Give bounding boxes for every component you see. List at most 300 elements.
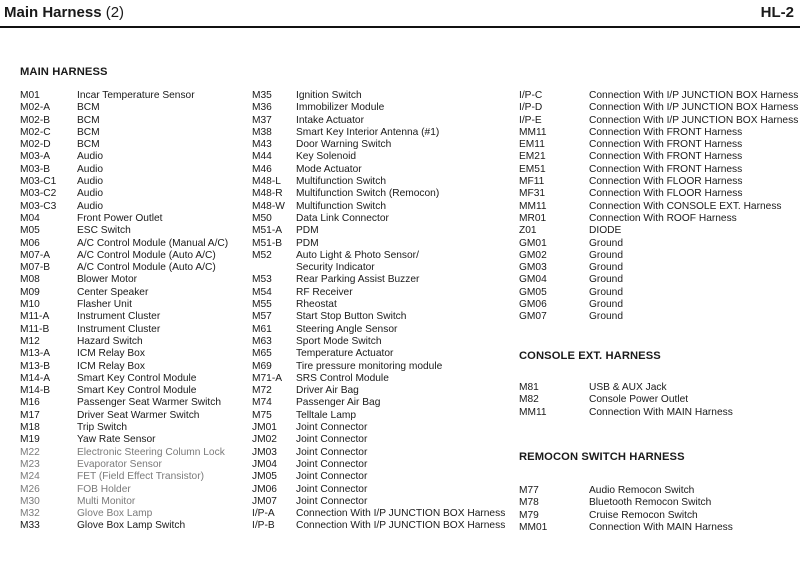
connector-description: Console Power Outlet: [589, 394, 689, 406]
connector-description: DIODE: [589, 225, 622, 237]
connector-description: SRS Control Module: [296, 372, 389, 384]
connector-description: Multifunction Switch: [296, 176, 387, 188]
connector-code: EM51: [519, 163, 546, 175]
connector-description: Ground: [589, 311, 623, 323]
connector-row: [252, 201, 516, 213]
connector-row: [20, 397, 250, 409]
connector-list-console: [519, 382, 800, 419]
connector-code: M36: [252, 102, 272, 114]
connector-row: [519, 407, 800, 419]
connector-row: [252, 422, 516, 434]
connector-description: Security Indicator: [296, 262, 375, 274]
connector-row: [252, 520, 516, 532]
connector-row: [519, 522, 800, 534]
connector-description: USB & AUX Jack: [589, 382, 667, 393]
connector-row: [519, 201, 800, 213]
connector-code: MF11: [519, 176, 545, 188]
connector-code: M03-B: [20, 163, 51, 175]
connector-code: M03-C3: [20, 200, 57, 212]
connector-description: Joint Connector: [296, 471, 368, 483]
connector-code: EM21: [519, 151, 546, 163]
connector-description: Start Stop Button Switch: [296, 311, 407, 323]
connector-description: Joint Connector: [296, 483, 368, 495]
connector-code: M46: [252, 163, 272, 175]
connector-description: Joint Connector: [296, 434, 368, 446]
connector-row: [519, 115, 800, 127]
connector-row: [252, 336, 516, 348]
connector-row: [20, 201, 250, 213]
connector-description: Blower Motor: [77, 274, 138, 286]
connector-description: Center Speaker: [77, 286, 149, 298]
connector-description: Connection With I/P JUNCTION BOX Harness: [296, 520, 506, 532]
connector-description: A/C Control Module (Auto A/C): [77, 249, 216, 261]
connector-row: [252, 238, 516, 250]
connector-description: Yaw Rate Sensor: [77, 434, 156, 446]
connector-code: M03-C1: [20, 176, 57, 188]
connector-code: I/P-B: [252, 520, 275, 532]
connector-code: M48-W: [252, 200, 285, 212]
connector-code: M79: [519, 509, 539, 521]
connector-description: Auto Light & Photo Sensor/: [296, 249, 419, 261]
connector-code: M02-D: [20, 139, 51, 151]
connector-description: Rear Parking Assist Buzzer: [296, 274, 420, 286]
connector-row: [20, 459, 250, 471]
connector-row: [20, 238, 250, 250]
connector-description: Trip Switch: [77, 422, 128, 434]
connector-row: [519, 485, 800, 497]
connector-description: Front Power Outlet: [77, 212, 163, 224]
connector-code: M81: [519, 382, 539, 393]
connector-code: M02-A: [20, 102, 51, 114]
connector-row: [519, 164, 800, 176]
connector-code: I/P-D: [519, 102, 543, 114]
connector-row: [20, 361, 250, 373]
connector-code: M10: [20, 299, 40, 311]
connector-code: I/P-A: [252, 508, 275, 520]
connector-row: [252, 225, 516, 237]
connector-description: Multi Monitor: [77, 495, 136, 507]
connector-code: M44: [252, 151, 272, 163]
connector-row: [519, 497, 800, 509]
page-title-suffix: (2): [105, 4, 125, 21]
connector-description: Ground: [589, 237, 623, 249]
connector-code: M30: [20, 495, 40, 507]
connector-row: [252, 213, 516, 225]
connector-row: [20, 311, 250, 323]
connector-description: Ground: [589, 249, 623, 261]
connector-description: Electronic Steering Column Lock: [77, 446, 225, 458]
section-title-remocon-switch-harness: REMOCON SWITCH HARNESS: [519, 451, 685, 463]
connector-code: M71-A: [252, 372, 283, 384]
connector-row: [252, 188, 516, 200]
connector-code: M08: [20, 274, 40, 286]
connector-description: RF Receiver: [296, 286, 353, 298]
connector-code: M57: [252, 311, 272, 323]
connector-row: [20, 287, 250, 299]
connector-code: M38: [252, 126, 272, 138]
page-title: [4, 4, 124, 21]
connector-description: Evaporator Sensor: [77, 458, 162, 470]
connector-row: [252, 176, 516, 188]
connector-description: BCM: [77, 114, 100, 126]
connector-description: Steering Angle Sensor: [296, 323, 398, 335]
page-title-text: Main Harness: [4, 4, 102, 21]
connector-code: M03-A: [20, 151, 51, 163]
connector-row: [519, 238, 800, 250]
connector-code: M01: [20, 90, 40, 101]
connector-row: [519, 225, 800, 237]
connector-code: M03-C2: [20, 188, 57, 200]
connector-code: EM11: [519, 139, 545, 151]
connector-row: [20, 176, 250, 188]
connector-code: M11-A: [20, 311, 50, 323]
connector-description: Data Link Connector: [296, 212, 389, 224]
connector-description: Cruise Remocon Switch: [589, 509, 698, 521]
connector-code: I/P-E: [519, 114, 542, 126]
connector-description: Audio Remocon Switch: [589, 485, 695, 496]
connector-row: [20, 188, 250, 200]
connector-code: I/P-C: [519, 90, 543, 101]
connector-row: [252, 287, 516, 299]
connector-list-col2: [252, 90, 516, 533]
connector-description: Glove Box Lamp Switch: [77, 520, 186, 532]
connector-row: [252, 484, 516, 496]
connector-code: M77: [519, 485, 539, 496]
connector-row: [519, 213, 800, 225]
connector-row: [20, 299, 250, 311]
connector-code: M02-B: [20, 114, 51, 126]
connector-description: Ground: [589, 286, 623, 298]
connector-description: Connection With CONSOLE EXT. Harness: [589, 200, 782, 212]
connector-row: [519, 250, 800, 262]
connector-code: MM11: [519, 406, 547, 418]
connector-code: Z01: [519, 225, 537, 237]
connector-row: [519, 90, 800, 102]
connector-row: [252, 361, 516, 373]
connector-description: Glove Box Lamp: [77, 508, 153, 520]
connector-row: [20, 274, 250, 286]
connector-row: [252, 324, 516, 336]
connector-description: Audio: [77, 200, 104, 212]
connector-code: M35: [252, 90, 272, 101]
connector-row: [20, 348, 250, 360]
connector-code: JM07: [252, 495, 277, 507]
connector-row: [519, 176, 800, 188]
connector-code: M53: [252, 274, 272, 286]
connector-code: M12: [20, 335, 40, 347]
connector-description: Ignition Switch: [296, 90, 362, 101]
connector-row: [252, 434, 516, 446]
connector-description: Joint Connector: [296, 458, 368, 470]
connector-row: [252, 299, 516, 311]
connector-code: M55: [252, 299, 272, 311]
connector-code: M19: [20, 434, 40, 446]
connector-description: ICM Relay Box: [77, 360, 145, 372]
connector-description: BCM: [77, 126, 100, 138]
connector-code: M65: [252, 348, 272, 360]
connector-description: Connection With MAIN Harness: [589, 521, 733, 533]
connector-row: [20, 250, 250, 262]
connector-code: GM07: [519, 311, 547, 323]
connector-description: Ground: [589, 274, 623, 286]
connector-description: Immobilizer Module: [296, 102, 385, 114]
connector-description: Driver Seat Warmer Switch: [77, 409, 200, 421]
connector-description: FET (Field Effect Transistor): [77, 471, 204, 483]
connector-code: JM05: [252, 471, 277, 483]
connector-description: BCM: [77, 102, 100, 114]
connector-description: Connection With I/P JUNCTION BOX Harness: [589, 90, 799, 101]
connector-row: [252, 250, 516, 262]
connector-row: [252, 274, 516, 286]
connector-row: [519, 311, 800, 323]
connector-description: A/C Control Module (Manual A/C): [77, 237, 229, 249]
connector-code: GM04: [519, 274, 547, 286]
connector-code: M22: [20, 446, 40, 458]
connector-row: [252, 115, 516, 127]
connector-description: Connection With FRONT Harness: [589, 151, 743, 163]
connector-row: [519, 262, 800, 274]
connector-row: [252, 90, 516, 102]
connector-code: M33: [20, 520, 40, 532]
connector-description: Connection With FLOOR Harness: [589, 176, 743, 188]
connector-code: JM02: [252, 434, 277, 446]
connector-row: [252, 311, 516, 323]
connector-description: FOB Holder: [77, 483, 131, 495]
connector-code: M09: [20, 286, 40, 298]
page-code: HL-2: [760, 4, 794, 21]
connector-row: [20, 213, 250, 225]
connector-code: GM02: [519, 249, 547, 261]
connector-row: [20, 508, 250, 520]
connector-row: [519, 394, 800, 406]
connector-code: M61: [252, 323, 272, 335]
connector-code: M23: [20, 458, 40, 470]
connector-description: Audio: [77, 176, 104, 188]
connector-code: M16: [20, 397, 40, 409]
connector-description: Instrument Cluster: [77, 323, 161, 335]
connector-code: M48-L: [252, 176, 281, 188]
connector-row: [20, 262, 250, 274]
connector-description: Connection With I/P JUNCTION BOX Harness: [589, 102, 799, 114]
connector-description: Audio: [77, 151, 104, 163]
connector-code: M13-A: [20, 348, 51, 360]
connector-description: Connection With MAIN Harness: [589, 406, 733, 418]
connector-row: [20, 115, 250, 127]
section-title-console-ext-harness: CONSOLE EXT. HARNESS: [519, 350, 661, 362]
connector-code: MM11: [519, 126, 547, 138]
connector-description: Smart Key Interior Antenna (#1): [296, 126, 440, 138]
connector-row: [252, 397, 516, 409]
connector-description: Ground: [589, 262, 623, 274]
connector-code: M69: [252, 360, 272, 372]
connector-description: Connection With I/P JUNCTION BOX Harness: [589, 114, 799, 126]
connector-code: M37: [252, 114, 272, 126]
connector-description: Temperature Actuator: [296, 348, 394, 360]
connector-code: M05: [20, 225, 40, 237]
connector-code: M14-A: [20, 372, 51, 384]
connector-description: Audio: [77, 188, 104, 200]
page-header: [0, 0, 800, 28]
connector-row: [252, 459, 516, 471]
section-title-main-harness: MAIN HARNESS: [20, 66, 108, 78]
connector-description: Connection With FLOOR Harness: [589, 188, 743, 200]
connector-row: [20, 422, 250, 434]
connector-row: [20, 434, 250, 446]
connector-description: Smart Key Control Module: [77, 372, 197, 384]
connector-description: Audio: [77, 163, 104, 175]
connector-row: [252, 496, 516, 508]
connector-code: M26: [20, 483, 40, 495]
connector-description: Connection With I/P JUNCTION BOX Harness: [296, 508, 506, 520]
connector-row: [20, 225, 250, 237]
connector-code: M18: [20, 422, 40, 434]
connector-code: JM04: [252, 458, 277, 470]
connector-code: M17: [20, 409, 40, 421]
connector-row: [20, 520, 250, 532]
connector-description: Mode Actuator: [296, 163, 362, 175]
connector-list-col3: [519, 90, 800, 324]
connector-code: M54: [252, 286, 272, 298]
connector-description: Tire pressure monitoring module: [296, 360, 443, 372]
connector-row-continuation: [252, 262, 516, 274]
connector-description: Passenger Air Bag: [296, 397, 381, 409]
connector-row: [519, 139, 800, 151]
connector-description: Incar Temperature Sensor: [77, 90, 195, 101]
connector-code: M82: [519, 394, 539, 406]
connector-description: Ground: [589, 299, 623, 311]
connector-row: [519, 151, 800, 163]
connector-row: [519, 287, 800, 299]
connector-row: [519, 299, 800, 311]
connector-description: Connection With FRONT Harness: [589, 163, 743, 175]
connector-row: [20, 484, 250, 496]
connector-row: [20, 139, 250, 151]
connector-row: [252, 139, 516, 151]
connector-description: BCM: [77, 139, 100, 151]
connector-row: [252, 508, 516, 520]
connector-row: [20, 324, 250, 336]
connector-description: ICM Relay Box: [77, 348, 145, 360]
connector-code: M32: [20, 508, 40, 520]
connector-code: M74: [252, 397, 272, 409]
connector-code: M43: [252, 139, 272, 151]
connector-row: [20, 385, 250, 397]
connector-row: [252, 410, 516, 422]
connector-description: Joint Connector: [296, 422, 368, 434]
connector-description: Joint Connector: [296, 495, 368, 507]
connector-row: [20, 336, 250, 348]
connector-row: [519, 102, 800, 114]
connector-code: MM11: [519, 200, 547, 212]
connector-row: [519, 510, 800, 522]
connector-description: ESC Switch: [77, 225, 131, 237]
connector-description: Multifunction Switch: [296, 200, 387, 212]
connector-code: GM06: [519, 299, 547, 311]
connector-description: Connection With ROOF Harness: [589, 212, 737, 224]
connector-code: M50: [252, 212, 272, 224]
connector-code: M07-A: [20, 249, 51, 261]
connector-description: Connection With FRONT Harness: [589, 126, 743, 138]
connector-description: Joint Connector: [296, 446, 368, 458]
connector-description: Driver Air Bag: [296, 385, 359, 397]
connector-row: [20, 102, 250, 114]
connector-description: PDM: [296, 225, 319, 237]
connector-code: M02-C: [20, 126, 51, 138]
connector-row: [519, 274, 800, 286]
connector-description: Door Warning Switch: [296, 139, 392, 151]
connector-row: [20, 151, 250, 163]
connector-row: [252, 373, 516, 385]
connector-code: MM01: [519, 521, 548, 533]
connector-description: Intake Actuator: [296, 114, 364, 126]
connector-code: M04: [20, 212, 40, 224]
connector-code: GM01: [519, 237, 547, 249]
connector-code: M06: [20, 237, 40, 249]
connector-description: Key Solenoid: [296, 151, 357, 163]
connector-row: [20, 127, 250, 139]
connector-description: Instrument Cluster: [77, 311, 161, 323]
connector-description: Passenger Seat Warmer Switch: [77, 397, 221, 409]
connector-row: [252, 348, 516, 360]
connector-description: A/C Control Module (Auto A/C): [77, 262, 216, 274]
connector-row: [20, 447, 250, 459]
connector-description: Connection With FRONT Harness: [589, 139, 743, 151]
connector-row: [20, 164, 250, 176]
connector-row: [252, 447, 516, 459]
connector-code: GM03: [519, 262, 547, 274]
connector-code: JM06: [252, 483, 277, 495]
connector-code: M75: [252, 409, 272, 421]
connector-code: GM05: [519, 286, 547, 298]
connector-code: M11-B: [20, 323, 50, 335]
connector-row: [252, 151, 516, 163]
connector-description: Multifunction Switch (Remocon): [296, 188, 440, 200]
connector-row: [519, 127, 800, 139]
connector-description: Sport Mode Switch: [296, 335, 382, 347]
connector-row: [252, 102, 516, 114]
connector-description: PDM: [296, 237, 319, 249]
connector-description: Flasher Unit: [77, 299, 132, 311]
connector-code: M51-B: [252, 237, 283, 249]
connector-row: [20, 496, 250, 508]
connector-code: M48-R: [252, 188, 283, 200]
connector-row: [252, 164, 516, 176]
connector-code: M52: [252, 249, 272, 261]
connector-code: JM01: [252, 422, 277, 434]
connector-code: M51-A: [252, 225, 283, 237]
connector-row: [519, 188, 800, 200]
connector-code: M72: [252, 385, 272, 397]
connector-list-remocon: [519, 485, 800, 534]
connector-description: Smart Key Control Module: [77, 385, 197, 397]
connector-code: M14-B: [20, 385, 51, 397]
connector-code: M24: [20, 471, 40, 483]
connector-row: [20, 90, 250, 102]
connector-list-col1: [20, 90, 250, 533]
connector-code: M13-B: [20, 360, 51, 372]
connector-code: MF31: [519, 188, 546, 200]
connector-code: M07-B: [20, 262, 51, 274]
connector-code: M63: [252, 335, 272, 347]
connector-row: [20, 373, 250, 385]
connector-row: [20, 410, 250, 422]
connector-description: Bluetooth Remocon Switch: [589, 497, 712, 509]
connector-description: Hazard Switch: [77, 335, 143, 347]
connector-row: [519, 382, 800, 394]
connector-code: MR01: [519, 212, 547, 224]
connector-row: [252, 385, 516, 397]
connector-row: [20, 471, 250, 483]
